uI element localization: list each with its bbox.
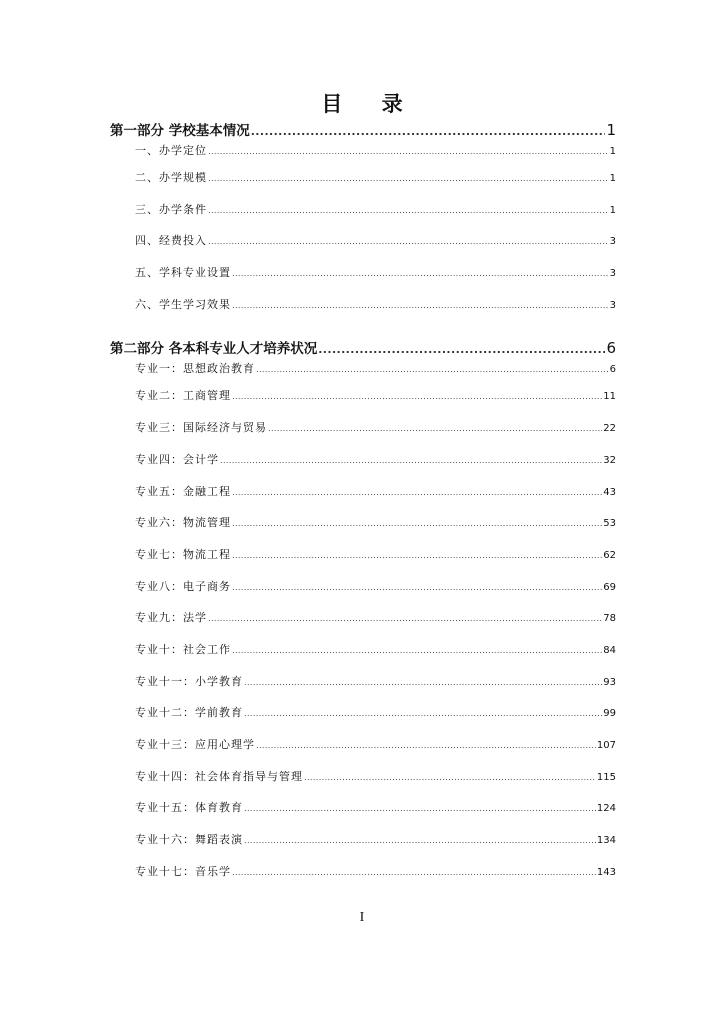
toc-leader-dots [244,793,596,825]
toc-leader-dots [208,141,609,163]
toc-entry[interactable] [110,539,616,571]
toc-leader-dots [256,730,596,762]
toc-entry-label: 专业十四：社会体育指导与管理 [135,769,303,783]
toc-page-number: 62 [603,549,616,561]
toc-page-number: 99 [603,708,616,720]
toc-entry-label: 专业十七：音乐学 [135,864,231,878]
toc-page-number: 1 [609,204,616,216]
toc-entry-label: 三、办学条件 [135,202,207,216]
toc-part-2[interactable] [110,338,616,358]
toc-part-1[interactable] [110,120,616,140]
toc-entry-label: 专业四：会计学 [135,452,219,466]
toc-entry[interactable] [110,792,616,824]
toc-page-number: 84 [603,644,616,656]
footer-page-number: I [359,910,365,925]
toc-page-number: 1 [606,121,616,139]
toc-page-number: 43 [603,486,616,498]
section-spacer [110,320,616,338]
toc-page-number: 124 [596,803,616,815]
toc-entry[interactable] [110,856,616,888]
toc-entry[interactable] [110,257,616,289]
toc-entry-label: 专业八：电子商务 [135,579,231,593]
toc-entry[interactable] [110,412,616,444]
toc-page-number: 22 [603,423,616,435]
toc-entry-label: 专业十二：学前教育 [135,706,243,720]
toc-entry-label: 四、经费投入 [135,234,207,248]
toc-page-number: 1 [609,173,616,184]
toc-entry-label: 专业十五：体育教育 [135,801,243,815]
toc-entry-label: 专业七：物流工程 [135,547,231,561]
toc-leader-dots [232,477,602,509]
toc-part-label: 第一部分 学校基本情况 [110,123,250,139]
toc-leader-dots [208,163,609,195]
toc-page-number: 69 [603,581,616,593]
toc-leader-dots [208,226,609,258]
toc-entry[interactable] [110,358,616,380]
toc-leader-dots [232,290,609,322]
toc-page-number: 53 [603,518,616,530]
toc-entry[interactable] [110,194,616,226]
toc-page-number: 115 [596,771,616,783]
toc-entry-label: 专业十六：舞蹈表演 [135,833,243,847]
toc-entry-label: 专业一：思想政治教育 [135,362,255,376]
toc-page-number: 3 [609,236,616,248]
toc-entry[interactable] [110,824,616,856]
toc-entry[interactable] [110,666,616,698]
toc-entry-label: 五、学科专业设置 [135,266,231,280]
toc-entry-label: 专业十一：小学教育 [135,674,243,688]
toc-page-number: 93 [603,676,616,688]
toc-entry-label: 二、办学规模 [135,171,207,184]
toc-leader-dots [268,413,602,445]
toc-entry[interactable] [110,140,616,162]
toc-page-number: 1 [609,146,616,157]
toc-entry[interactable] [110,225,616,257]
toc-entry[interactable] [110,761,616,793]
toc-entry-label: 专业二：工商管理 [135,389,231,403]
toc-page-number: 78 [603,613,616,625]
toc-entry[interactable] [110,697,616,729]
toc-entry[interactable] [110,289,616,321]
toc-entry-label: 专业十：社会工作 [135,642,231,656]
toc-leader-dots [232,857,596,889]
table-of-contents [110,120,616,887]
toc-page-number: 143 [596,866,616,878]
toc-entry-label: 专业十三：应用心理学 [135,738,255,751]
toc-page-number: 11 [603,391,616,403]
toc-leader-dots [232,508,602,540]
toc-leader-dots [208,603,602,635]
toc-page-number: 32 [603,454,616,466]
toc-leader-dots [244,825,596,857]
toc-page-number: 3 [609,299,616,311]
toc-page-number: 6 [609,364,616,376]
toc-entry-label: 专业五：金融工程 [135,484,231,498]
toc-leader-dots [232,540,602,572]
toc-entry-label: 专业六：物流管理 [135,516,231,530]
toc-entry[interactable] [110,476,616,508]
toc-page-number: 6 [606,339,616,358]
toc-entry-label: 专业三：国际经济与贸易 [135,421,267,435]
toc-entry[interactable] [110,571,616,603]
toc-leader-dots [244,667,602,699]
toc-leader-dots [232,635,602,667]
toc-entry-label: 一、办学定位 [135,144,207,157]
toc-leader-dots [251,122,606,142]
toc-entry[interactable] [110,162,616,194]
toc-leader-dots [232,258,609,290]
toc-leader-dots [244,698,602,730]
toc-entry[interactable] [110,380,616,412]
toc-entry-label: 专业九：法学 [135,611,207,625]
toc-entry[interactable] [110,507,616,539]
toc-leader-dots [220,445,602,477]
toc-entry[interactable] [110,602,616,634]
toc-leader-dots [232,572,602,604]
toc-leader-dots [318,340,605,360]
toc-page-number: 107 [596,740,616,751]
toc-page-number: 3 [609,268,616,280]
toc-entry[interactable] [110,634,616,666]
toc-title: 目 录 [321,92,419,116]
toc-leader-dots [256,359,609,381]
toc-leader-dots [232,381,602,413]
toc-entry[interactable] [110,444,616,476]
toc-entry-label: 六、学生学习效果 [135,297,231,311]
toc-leader-dots [304,762,596,794]
toc-part-label: 第二部分 各本科专业人才培养状况 [110,341,318,358]
toc-entry[interactable] [110,729,616,761]
toc-leader-dots [208,195,609,227]
toc-page-number: 134 [596,835,616,847]
